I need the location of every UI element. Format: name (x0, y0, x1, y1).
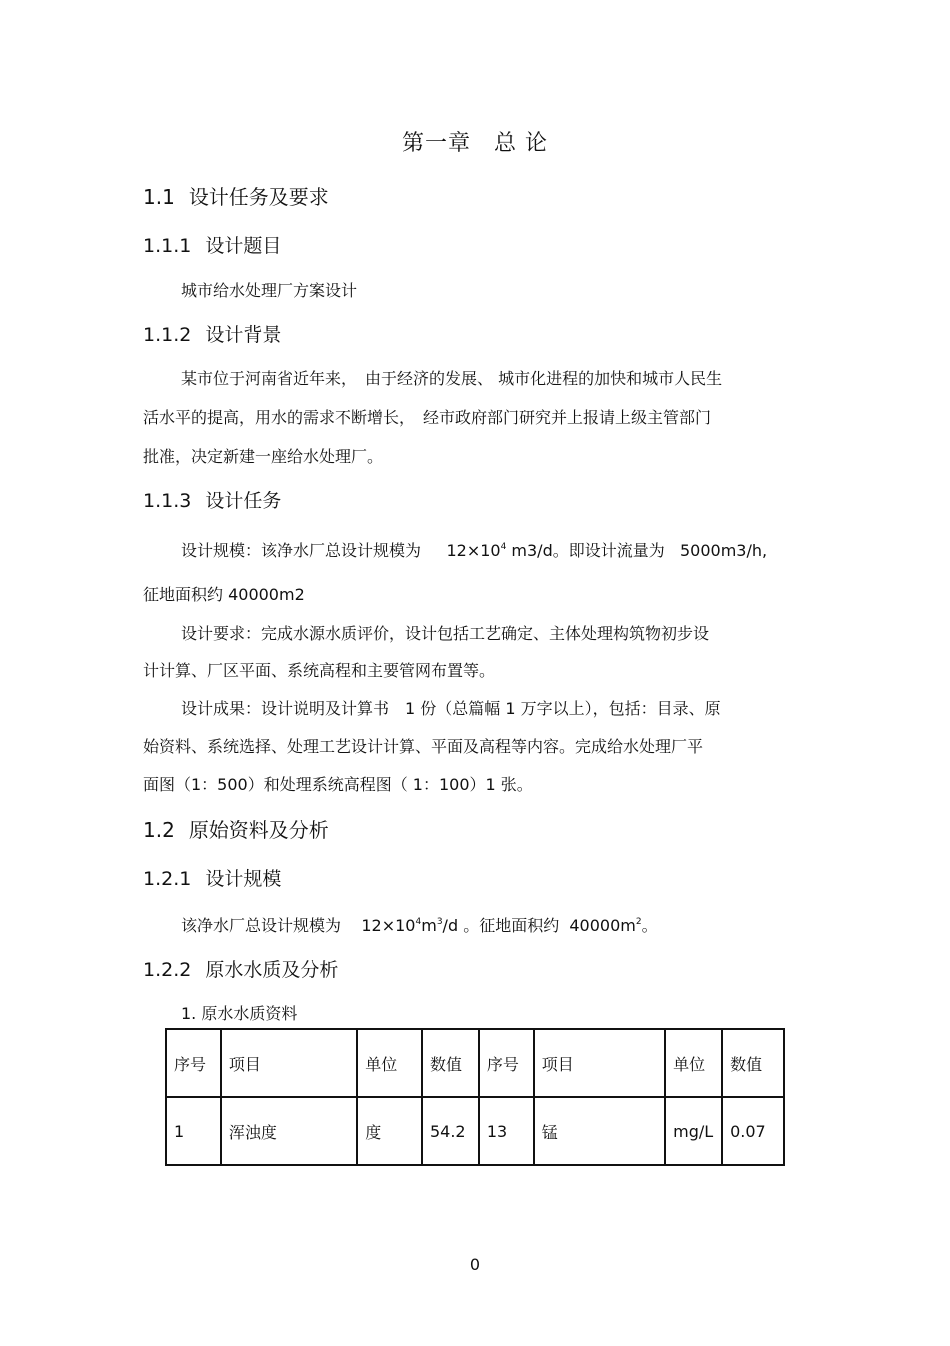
section-1-1-1-heading (143, 231, 281, 258)
section-number: 1.1.1 (143, 235, 192, 257)
exponent: 4 (415, 917, 422, 927)
section-1-1-heading (143, 181, 329, 210)
section-title: 设计题目 (205, 235, 282, 257)
design-scale-summary (181, 913, 658, 936)
period: 。 (641, 916, 658, 935)
scale-value: 12×10 (361, 916, 416, 935)
table-header: 序号 (479, 1029, 534, 1097)
section-1-2-2-heading (143, 955, 338, 982)
section-title: 设计任务及要求 (188, 185, 329, 209)
table-header: 单位 (357, 1029, 422, 1097)
section-number: 1.2.2 (143, 959, 192, 981)
area-label: 。征地面积约 (463, 916, 560, 935)
area-value: 40000m (569, 916, 636, 935)
table-cell: mg/L (665, 1097, 722, 1165)
table-header: 单位 (665, 1029, 722, 1097)
section-number: 1.1.3 (143, 490, 192, 512)
table-header: 序号 (166, 1029, 221, 1097)
section-title: 原始资料及分析 (188, 818, 329, 842)
table-header: 数值 (722, 1029, 784, 1097)
section-title: 设计任务 (205, 490, 282, 512)
exponent: 2 (635, 917, 642, 927)
table-cell: 锰 (534, 1097, 665, 1165)
subsection-label: 1. 原水水质资料 (181, 1004, 298, 1023)
section-number: 1.2.1 (143, 868, 192, 890)
section-title: 设计规模 (205, 868, 282, 890)
section-1-1-3-heading (143, 486, 281, 513)
flow-value: 5000m3/h, (680, 541, 768, 560)
table-cell: 0.07 (722, 1097, 784, 1165)
chapter-title: 第一章 总 论 (402, 131, 548, 156)
page-number: 0 (469, 1255, 481, 1274)
exponent: 4 (500, 542, 507, 552)
water-quality-table (165, 1028, 785, 1166)
table-header: 数值 (422, 1029, 479, 1097)
paragraph-line: 某市位于河南省近年来， 由于经济的发展、 城市化进程的加快和城市人民生 (181, 369, 723, 388)
section-number: 1.1.2 (143, 324, 192, 346)
section-1-1-2-heading (143, 320, 281, 347)
section-1-2-1-heading (143, 864, 281, 891)
paragraph-line: 设计成果：设计说明及计算书 1 份（总篇幅 1 万字以上），包括：目录、原 (181, 699, 721, 718)
table-cell: 54.2 (422, 1097, 479, 1165)
design-scale-line (181, 538, 767, 561)
table-header: 项目 (221, 1029, 357, 1097)
scale-tail: m3/d。即设计流量为 (511, 541, 665, 560)
table-header: 项目 (534, 1029, 665, 1097)
paragraph-line: 始资料、系统选择、处理工艺设计计算、平面及高程等内容。完成给水处理厂平 (143, 737, 704, 756)
paragraph-line: 活水平的提高，用水的需求不断增长， 经市政府部门研究并上报请上级主管部门 (143, 408, 712, 427)
area-line: 征地面积约 40000m2 (143, 585, 305, 604)
scale-value: 12×10 (446, 541, 501, 560)
paragraph-line: 面图（1：500）和处理系统高程图（ 1：100）1 张。 (143, 775, 533, 794)
table-cell: 1 (166, 1097, 221, 1165)
unit: m (421, 916, 437, 935)
table-header-row (166, 1029, 784, 1097)
table-cell: 度 (357, 1097, 422, 1165)
section-number: 1.1 (143, 185, 175, 209)
section-title: 原水水质及分析 (205, 959, 339, 981)
table-row (166, 1097, 784, 1165)
section-1-2-heading (143, 814, 329, 843)
design-topic-text: 城市给水处理厂方案设计 (181, 281, 358, 300)
scale-label: 设计规模：该净水厂总设计规模为 (181, 541, 422, 560)
paragraph-line: 计计算、厂区平面、系统高程和主要管网布置等。 (143, 661, 496, 680)
paragraph-line: 批准，决定新建一座给水处理厂。 (143, 447, 384, 466)
table-cell: 13 (479, 1097, 534, 1165)
paragraph-line: 设计要求：完成水源水质评价，设计包括工艺确定、主体处理构筑物初步设 (181, 624, 710, 643)
unit: /d (442, 916, 459, 935)
scale-label: 该净水厂总设计规模为 (181, 916, 342, 935)
table-cell: 浑浊度 (221, 1097, 357, 1165)
section-title: 设计背景 (205, 324, 282, 346)
exponent: 3 (436, 917, 443, 927)
section-number: 1.2 (143, 818, 175, 842)
